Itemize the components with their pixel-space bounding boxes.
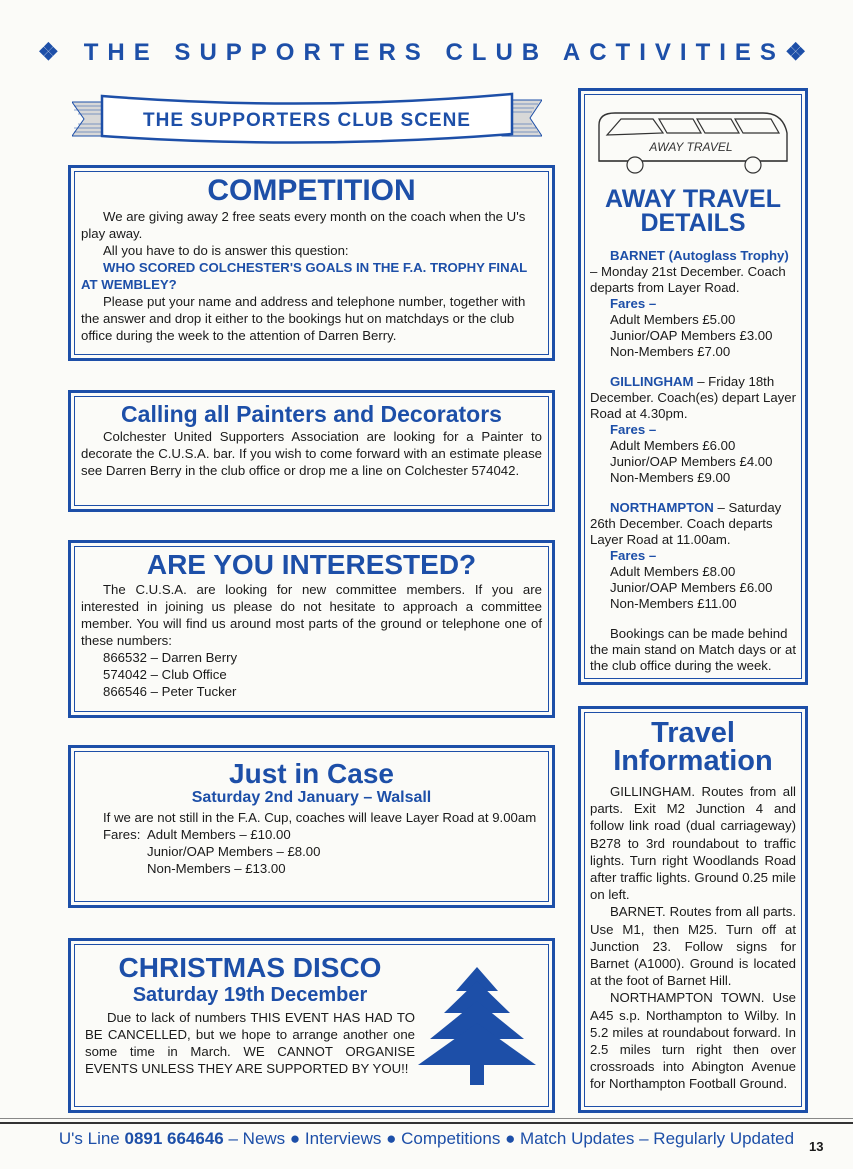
travel-info-northampton: NORTHAMPTON TOWN. Use A45 s.p. Northampton to Wilby. In 5.2 miles at roundabout forward. In 2.5 miles turn right then over crossroads into Abington Avenue for Northampton Football Ground. xyxy=(590,990,796,1092)
trip-1-team: BARNET (Autoglass Trophy) xyxy=(610,248,789,263)
banner-text: THE SUPPORTERS CLUB SCENE xyxy=(143,110,471,131)
painters-text: Colchester United Supporters Association are looking for a Painter to decorate the C.U.S.A. bar. If you wish to come forward with an estimate please see Darren Berry in the club office or drop me a line on Colchester 574042. xyxy=(81,429,542,478)
trip-2-fares-label: Fares – xyxy=(610,422,657,437)
trip-1-fare-adult: Adult Members £5.00 xyxy=(610,312,736,327)
trip-3-fares-label: Fares – xyxy=(610,548,657,563)
interested-title: ARE YOU INTERESTED? xyxy=(146,549,477,580)
bookings-text: Bookings can be made behind the main stand on Match days or at the club office during the week. xyxy=(590,626,796,673)
fare-adult: Adult Members – £10.00 xyxy=(147,827,291,842)
competition-text-3: Please put your name and address and telephone number, together with the answer and drop it either to the bookings hut on matchdays or the club office during the week to the attention of Darren Berry. xyxy=(81,294,526,343)
interested-box xyxy=(68,540,555,718)
just-in-case-subtitle: Saturday 2nd January – Walsall xyxy=(191,789,432,806)
fares-label: Fares: xyxy=(103,827,141,842)
fare-junior: Junior/OAP Members – £8.00 xyxy=(147,844,321,859)
away-travel-box xyxy=(578,88,808,685)
away-travel-title-1: AWAY TRAVEL xyxy=(605,185,781,213)
trip-3-fare-adult: Adult Members £8.00 xyxy=(610,564,736,579)
coach-text: AWAY TRAVEL xyxy=(649,140,733,154)
travel-info-title-2: Information xyxy=(613,745,773,777)
trip-2-fare-adult: Adult Members £6.00 xyxy=(610,438,736,453)
travel-info-gillingham: GILLINGHAM. Routes from all parts. Exit M2 Junction 4 and follow link road (dual carriageway) B278 to 3rd roundabout to traffic lights. Turn right Woodlands Road after traffic lights. Ground 0.25 mile on left. xyxy=(590,784,796,903)
trip-1-fares-label: Fares – xyxy=(610,296,657,311)
footer-phone: 0891 664646 xyxy=(124,1129,224,1148)
away-travel-title-2: DETAILS xyxy=(640,209,746,237)
travel-info-title-1: Travel xyxy=(651,717,735,749)
footer-text xyxy=(0,1129,853,1149)
disco-title: CHRISTMAS DISCO xyxy=(118,952,382,983)
trip-2-details: – Friday 18th December. Coach(es) depart Layer Road at 4.30pm. xyxy=(590,374,796,421)
contact-3: 866546 – Peter Tucker xyxy=(103,684,237,699)
competition-title: COMPETITION xyxy=(207,174,416,207)
page-header: ❖ THE SUPPORTERS CLUB ACTIVITIES❖ xyxy=(37,39,816,66)
supporters-club-scene-banner xyxy=(72,90,542,150)
trip-3-team: NORTHAMPTON xyxy=(610,500,714,515)
footer-rule-thin xyxy=(0,1118,853,1119)
trip-3-details: – Saturday 26th December. Coach departs Layer Road at 11.00am. xyxy=(590,500,782,547)
trip-2-fare-non-member: Non-Members £9.00 xyxy=(610,470,731,485)
trip-3-fare-non-member: Non-Members £11.00 xyxy=(610,596,737,611)
footer-rest: – News ● Interviews ● Competitions ● Match Updates – Regularly Updated xyxy=(223,1129,795,1148)
competition-text-2: All you have to do is answer this question: xyxy=(103,243,349,258)
trip-1-fare-junior: Junior/OAP Members £3.00 xyxy=(610,328,773,343)
footer-rule xyxy=(0,1122,853,1124)
painters-title: Calling all Painters and Decorators xyxy=(121,401,502,427)
painters-box xyxy=(68,390,555,512)
disco-subtitle: Saturday 19th December xyxy=(132,984,368,1006)
competition-question: WHO SCORED COLCHESTER'S GOALS IN THE F.A. TROPHY FINAL AT WEMBLEY? xyxy=(81,260,527,292)
just-in-case-title: Just in Case xyxy=(229,758,394,789)
page-number: 13 xyxy=(809,1139,824,1154)
fare-non-member: Non-Members – £13.00 xyxy=(147,861,286,876)
travel-info-box xyxy=(578,706,808,1113)
contact-2: 574042 – Club Office xyxy=(103,667,227,682)
competition-text-1: We are giving away 2 free seats every month on the coach when the U's play away. xyxy=(81,209,526,241)
just-in-case-text: If we are not still in the F.A. Cup, coaches will leave Layer Road at 9.00am xyxy=(103,810,537,825)
competition-box xyxy=(68,165,555,361)
trip-1-fare-non-member: Non-Members £7.00 xyxy=(610,344,731,359)
travel-info-barnet: BARNET. Routes from all parts. Use M1, then M25. Turn off at Junction 23. Follow signs for Barnet (A1000). Ground is located at the foot of Barnet Hill. xyxy=(590,904,796,989)
disco-text: Due to lack of numbers THIS EVENT HAS HAD TO BE CANCELLED, but we hope to arrange another one some time in March. WE CANNOT ORGANISE EVENTS UNLESS THEY ARE SUPPORTED BY YOU!! xyxy=(85,1010,415,1076)
contact-1: 866532 – Darren Berry xyxy=(103,650,238,665)
trip-3-fare-junior: Junior/OAP Members £6.00 xyxy=(610,580,773,595)
footer-prefix: U's Line xyxy=(58,1129,125,1148)
trip-2-team: GILLINGHAM xyxy=(610,374,694,389)
just-in-case-box xyxy=(68,745,555,908)
coach-icon xyxy=(593,103,793,183)
christmas-disco-box xyxy=(68,938,555,1113)
trip-2-fare-junior: Junior/OAP Members £4.00 xyxy=(610,454,773,469)
interested-text: The C.U.S.A. are looking for new committee members. If you are interested in joining us please do not hesitate to approach a committee member. You will find us around most parts of the ground or telephone one of these numbers: xyxy=(81,582,542,648)
trip-1-details: – Monday 21st December. Coach departs from Layer Road. xyxy=(590,264,786,295)
christmas-tree-icon xyxy=(416,965,538,1091)
